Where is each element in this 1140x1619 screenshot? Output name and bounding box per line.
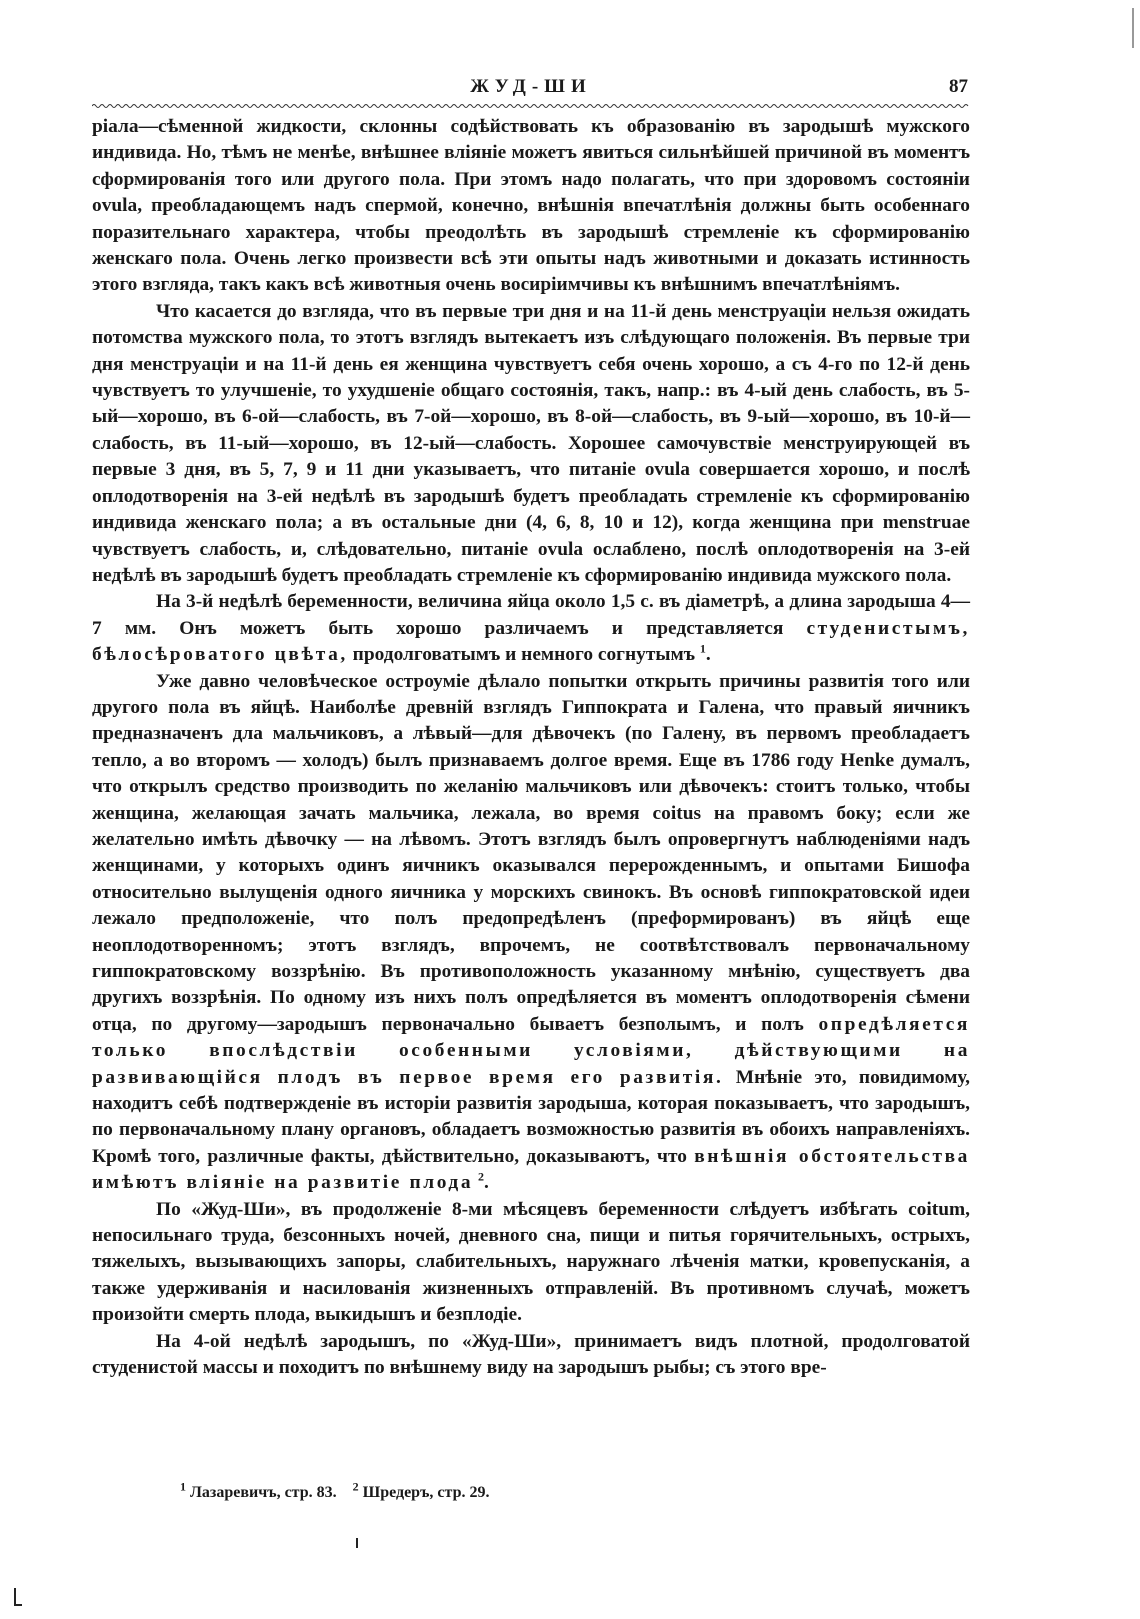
footnote-number: 1 bbox=[180, 1479, 186, 1494]
scan-mark bbox=[356, 1538, 358, 1548]
running-title: ЖУД-ШИ bbox=[470, 76, 592, 97]
page bbox=[92, 72, 970, 1382]
paragraph: Что касается до взгляда, что въ первые три дня и на 11-й день менструаціи нельзя ожидать потомства мужского пола, то этотъ взглядъ вытекаетъ изъ слѣдующаго положенія. Въ первые три дня менструаціи и на 11-й день ея женщина чувствуетъ себя очень хорошо, а съ 4-го по 12-й день чувствуетъ то улучшеніе, то ухудшеніе общаго состоянія, такъ, напр.: въ 4-ый день слабость, въ 5-ый—хорошо, въ 6-ой—слабость, въ 7-ой—хорошо, въ 8-ой—слабость, въ 9-ый—хорошо, въ 10-й—слабость, въ 11-ый—хорошо, въ 12-ый—слабость. Хорошее самочувствіе менструирующей въ первые 3 дня, въ 5, 7, 9 и 11 дни указываетъ, что питаніе ovula совершается хорошо, и послѣ оплодотворенія на 3-ей недѣлѣ въ зародышѣ будетъ преобладать стремленіе къ сформированію индивида женскаго пола; а въ остальные дни (4, 6, 8, 10 и 12), когда женщина при menstruae чувствуетъ слабость, и, слѣдовательно, питаніе ovula ослаблено, послѣ оплодотворенія на 3-ей недѣлѣ въ зародышѣ будетъ преобладать стремленіе къ сформированію индивида мужского пола. bbox=[92, 300, 970, 586]
paragraph: Уже давно человѣческое остроуміе дѣлало попытки открыть причины развитія того или другого пола въ яйцѣ. Наиболѣе древній взглядъ Гиппократа и Галена, что правый яичникъ предназначенъ дла мальчиковъ, а лѣвый—для дѣвочекъ (по Галену, въ первомъ преобладаетъ тепло, а во второмъ — холодъ) былъ признаваемъ долгое время. Еще въ 1786 году Henke думалъ, что открылъ средство производить по желанію мальчиковъ или дѣвочекъ: стоитъ только, чтобы женщина, желающая зачать мальчика, лежала, во время coitus на правомъ боку; если же желательно имѣть дѣвочку — на лѣвомъ. Этотъ взглядъ былъ опровергнутъ наблюденіями надъ женщинами, у которыхъ одинъ яичникъ оказывался перерожденнымъ, и опытами Бишофа относительно вылущенія одного яичника у морскихъ свинокъ. Въ основѣ гиппократовской идеи лежало предположеніе, что полъ предопредѣленъ (преформированъ) въ яйцѣ еще неоплодотворенномъ; этотъ взглядъ, впрочемъ, не соотвѣтствовалъ первоначальному гиппократовскому воззрѣнію. Въ противоположность указанному мнѣнію, существуетъ два другихъ воззрѣнія. По одному изъ нихъ полъ опредѣляется въ моментъ оплодотворенія сѣмени отца, по другому—зародышъ первоначально бываетъ безполымъ, и полъ опредѣляется только впослѣдствіи особенными условіями, дѣйствующими на развивающійся плодъ въ первое время его развитія. Мнѣніе это, повидимому, находитъ себѣ подтвержденіе въ исторіи развитія зародыша, которая показываетъ, что зародышъ, по первоначальному плану органовъ, обладаетъ возможностью развитія въ обоихъ направленіяхъ. Кромѣ того, различные факты, дѣйствительно, доказываютъ, что внѣшнія обстоятельства имѣютъ вліяніе на развитіе плода $^2$. bbox=[92, 670, 970, 1194]
scan-mark bbox=[14, 1604, 22, 1606]
paragraph: На 3-й недѣлѣ беременности, величина яйца около 1,5 с. въ діаметрѣ, а длина зародыша 4—7 мм. Онъ можетъ быть хорошо различаемъ и представляется студенистымъ, бѣлосѣроватого цвѣта, продолговатымъ и немного согнутымъ $^1$. bbox=[92, 591, 970, 666]
spaced-text: студенистымъ, бѣлосѣроватого цвѣта, bbox=[92, 617, 970, 666]
footnote-ref[interactable]: 1 bbox=[699, 641, 706, 656]
text-run: Уже давно человѣческое остроуміе дѣлало попытки открыть причины развитія того или другого пола въ яйцѣ. Наиболѣе древній взглядъ Гиппократа и Галена, что правый яичникъ предназначенъ дла мальчиковъ, а лѣвый—для дѣвочекъ (по Галену, въ первомъ преобладаетъ тепло, а во второмъ — холодъ) былъ признаваемъ долгое время. Еще въ 1786 году Henke думалъ, что открылъ средство производить по желанію мальчиковъ или дѣвочекъ: стоитъ только, чтобы женщина, желающая зачать мальчика, лежала, во время coitus на правомъ боку; если же желательно имѣть дѣвочку — на лѣвомъ. Этотъ взглядъ былъ опровергнутъ наблюденіями надъ женщинами, у которыхъ одинъ яичникъ оказывался перерожденнымъ, и опытами Бишофа относительно вылущенія одного яичника у морскихъ свинокъ. Въ основѣ гиппократовской идеи лежало предположеніе, что полъ предопредѣленъ (преформированъ) въ яйцѣ еще неоплодотворенномъ; этотъ взглядъ, впрочемъ, не соотвѣтствовалъ первоначальному гиппократовскому воззрѣнію. Въ противоположность указанному мнѣнію, существуетъ два другихъ воззрѣнія. По одному изъ нихъ полъ опредѣляется въ моментъ оплодотворенія сѣмени отца, по другому—зародышъ первоначально бываетъ безполымъ, и полъ bbox=[92, 670, 970, 1035]
spaced-text: опредѣляется только впослѣдствіи особенными условіями, дѣйствующими на развивающійся плодъ въ первое время его развитія. bbox=[92, 1013, 970, 1088]
footnote-text: Лазаревичъ, стр. 83. bbox=[190, 1484, 337, 1501]
body-text bbox=[92, 114, 970, 1382]
footnote-text: Шредеръ, стр. 29. bbox=[362, 1484, 490, 1501]
footnote-number: 2 bbox=[352, 1479, 359, 1494]
scan-mark bbox=[14, 1588, 16, 1604]
paragraph: На 4-ой недѣлѣ зародышъ, по «Жуд-Ши», принимаетъ видъ плотной, продолговатой студенистой массы и походитъ по внѣшнему виду на зародышъ рыбы; съ этого вре- bbox=[92, 1330, 970, 1379]
spaced-text: внѣшнія обстоятельства имѣютъ вліяніе на развитіе плода bbox=[92, 1145, 970, 1194]
text-run: На 3-й недѣлѣ беременности, величина яйца около 1,5 с. въ діаметрѣ, а длина зародыша 4—7 мм. Онъ можетъ быть хорошо различаемъ и представляется bbox=[92, 591, 970, 639]
text-run: Мнѣніе это, повидимому, находитъ себѣ подтвержденіе въ исторіи развитія зародыша, которая показываетъ, что зародышъ, по первоначальному плану органовъ, обладаетъ возможностью развитія въ обоихъ направленіяхъ. Кромѣ того, различные факты, дѣйствительно, доказываютъ, что bbox=[92, 1066, 970, 1167]
wavy-rule-icon bbox=[92, 103, 970, 109]
scan-mark bbox=[1132, 8, 1134, 48]
footnote-line bbox=[180, 1479, 970, 1502]
text-run: продолговатымъ и немного согнутымъ bbox=[347, 644, 696, 666]
paragraph: ріала—сѣменной жидкости, склонны содѣйствовать къ образованію въ зародышѣ мужского индивида. Но, тѣмъ не менѣе, внѣшнее вліяніе можетъ явиться сильнѣйшей причиной въ моментъ сформированія того или другого пола. При этомъ надо полагать, что при здоровомъ состояніи ovula, преобладающемъ надъ спермой, конечно, внѣшнія впечатлѣнія должны быть особеннаго поразительнаго характера, чтобы преодолѣть въ зародышѣ стремленіе къ сформированію женскаго пола. Очень легко произвести всѣ эти опыты надъ животными и доказать истинность этого взгляда, такъ какъ всѣ животныя очень восиріимчивы къ внѣшнимъ впечатлѣніямъ. bbox=[92, 116, 970, 296]
footnote-ref[interactable]: 2 bbox=[478, 1169, 484, 1184]
running-head bbox=[92, 72, 970, 102]
footnotes bbox=[92, 1479, 970, 1502]
paragraph: По «Жуд-Ши», въ продолженіе 8-ми мѣсяцевъ беременности слѣдуетъ избѣгать coitum, непосильнаго труда, безсонныхъ ночей, дневного сна, пищи и питья горячительныхъ, острыхъ, тяжелыхъ, вызывающихъ запоры, слабительныхъ, наружнаго лѣченія матки, кровепусканія, а также удерживанія и насилованія жизненныхъ отправленій. Въ противномъ случаѣ, можетъ произойти смерть плода, выкидышъ и безплодіе. bbox=[92, 1198, 970, 1326]
page-number: 87 bbox=[949, 76, 968, 97]
header-rule bbox=[92, 103, 970, 109]
